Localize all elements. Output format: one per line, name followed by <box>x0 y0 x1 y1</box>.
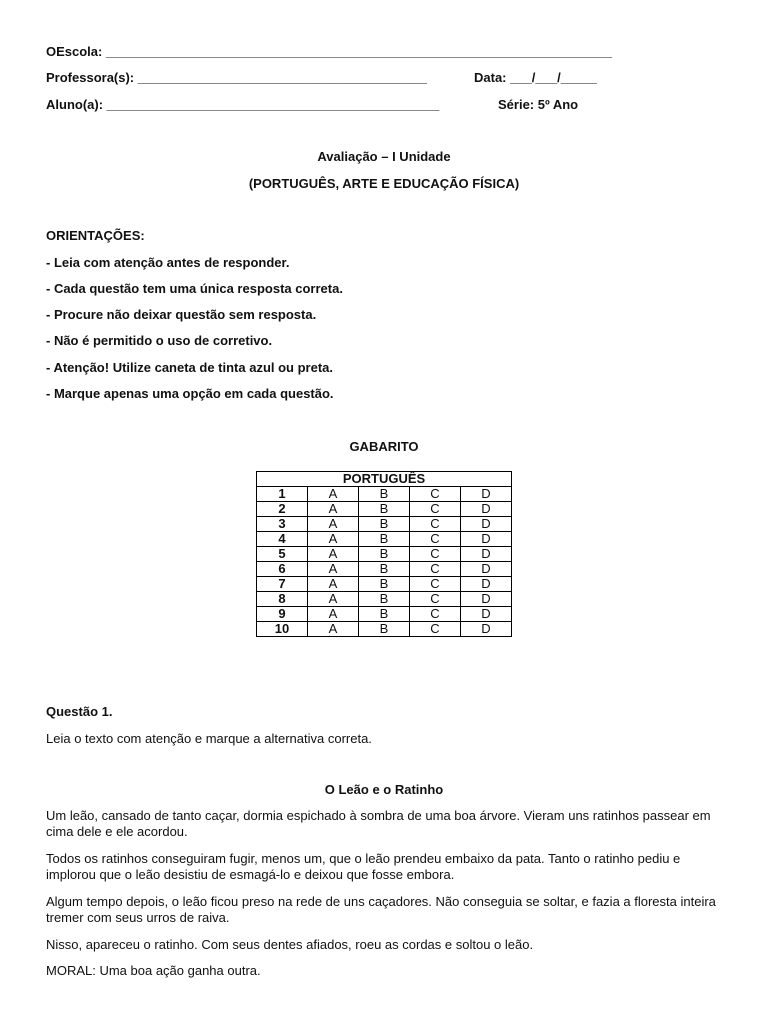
answer-option-d[interactable]: D <box>461 502 512 517</box>
story-title: O Leão e o Ratinho <box>324 782 444 797</box>
orientacao-item: - Leia com atenção antes de responder. <box>46 255 290 270</box>
story-paragraph: Nisso, apareceu o ratinho. Com seus dentes afiados, roeu as cordas e soltou o leão. <box>46 937 534 952</box>
orientacao-item: - Procure não deixar questão sem resposta. <box>46 307 317 322</box>
gabarito-row <box>257 547 512 562</box>
answer-option-b[interactable]: B <box>359 487 410 502</box>
aluno-field: Aluno(a): ______________________________________________ <box>46 97 440 112</box>
answer-option-a[interactable]: A <box>308 532 359 547</box>
story-moral: MORAL: Uma boa ação ganha outra. <box>46 963 261 978</box>
question-number: 4 <box>257 532 308 547</box>
orientacao-item: - Não é permitido o uso de corretivo. <box>46 333 273 348</box>
question-number: 5 <box>257 547 308 562</box>
questao-instruction: Leia o texto com atenção e marque a alternativa correta. <box>46 731 372 746</box>
answer-option-b[interactable]: B <box>359 532 410 547</box>
gabarito-table <box>256 471 512 637</box>
question-number: 1 <box>257 487 308 502</box>
answer-option-d[interactable]: D <box>461 622 512 637</box>
questao-heading: Questão 1. <box>46 704 113 719</box>
question-number: 6 <box>257 562 308 577</box>
gabarito-table-title: PORTUGUÊS <box>257 472 512 487</box>
professora-field: Professora(s): ________________________________________ <box>46 70 427 85</box>
gabarito-row <box>257 532 512 547</box>
answer-option-c[interactable]: C <box>410 592 461 607</box>
question-number: 10 <box>257 622 308 637</box>
question-number: 2 <box>257 502 308 517</box>
orientacao-item: - Atenção! Utilize caneta de tinta azul ou preta. <box>46 360 334 375</box>
answer-option-a[interactable]: A <box>308 562 359 577</box>
answer-option-b[interactable]: B <box>359 547 410 562</box>
serie-label: Série: 5º Ano <box>498 97 579 112</box>
exam-title: Avaliação – I Unidade <box>317 149 451 164</box>
gabarito-heading: GABARITO <box>349 439 419 454</box>
question-number: 7 <box>257 577 308 592</box>
answer-option-c[interactable]: C <box>410 502 461 517</box>
question-number: 8 <box>257 592 308 607</box>
answer-option-d[interactable]: D <box>461 607 512 622</box>
answer-option-b[interactable]: B <box>359 562 410 577</box>
answer-option-d[interactable]: D <box>461 487 512 502</box>
answer-option-a[interactable]: A <box>308 577 359 592</box>
answer-option-d[interactable]: D <box>461 532 512 547</box>
orientacao-item: - Cada questão tem uma única resposta correta. <box>46 281 343 296</box>
answer-option-c[interactable]: C <box>410 487 461 502</box>
answer-option-c[interactable]: C <box>410 562 461 577</box>
gabarito-row <box>257 562 512 577</box>
gabarito-row <box>257 622 512 637</box>
gabarito-row <box>257 592 512 607</box>
story-paragraph: Todos os ratinhos conseguiram fugir, menos um, que o leão prendeu embaixo da pata. Tanto o ratinho pediu e implorou que o leão desistiu de esmagá-lo e deixou que fosse embora. <box>46 851 681 882</box>
answer-option-a[interactable]: A <box>308 517 359 532</box>
answer-option-a[interactable]: A <box>308 487 359 502</box>
question-number: 3 <box>257 517 308 532</box>
data-field: Data: ___/___/_____ <box>474 70 597 85</box>
gabarito-row <box>257 607 512 622</box>
answer-option-d[interactable]: D <box>461 547 512 562</box>
answer-option-d[interactable]: D <box>461 517 512 532</box>
answer-option-b[interactable]: B <box>359 577 410 592</box>
answer-option-b[interactable]: B <box>359 502 410 517</box>
answer-option-c[interactable]: C <box>410 517 461 532</box>
answer-option-c[interactable]: C <box>410 532 461 547</box>
answer-option-a[interactable]: A <box>308 547 359 562</box>
exam-subjects: (PORTUGUÊS, ARTE E EDUCAÇÃO FÍSICA) <box>248 176 520 191</box>
answer-option-b[interactable]: B <box>359 622 410 637</box>
answer-option-a[interactable]: A <box>308 622 359 637</box>
answer-option-a[interactable]: A <box>308 592 359 607</box>
escola-field: OEscola: ______________________________________________________________________ <box>46 44 613 59</box>
story-paragraph: Algum tempo depois, o leão ficou preso na rede de uns caçadores. Não conseguia se soltar, e fazia a floresta inteira tremer com seus urros de raiva. <box>46 894 716 925</box>
answer-option-c[interactable]: C <box>410 607 461 622</box>
orientacoes-heading: ORIENTAÇÕES: <box>46 228 145 243</box>
answer-option-c[interactable]: C <box>410 622 461 637</box>
answer-option-d[interactable]: D <box>461 562 512 577</box>
answer-option-d[interactable]: D <box>461 577 512 592</box>
answer-option-a[interactable]: A <box>308 607 359 622</box>
answer-option-b[interactable]: B <box>359 607 410 622</box>
gabarito-row <box>257 487 512 502</box>
answer-option-d[interactable]: D <box>461 592 512 607</box>
gabarito-row <box>257 577 512 592</box>
answer-option-b[interactable]: B <box>359 517 410 532</box>
question-number: 9 <box>257 607 308 622</box>
answer-option-b[interactable]: B <box>359 592 410 607</box>
gabarito-row <box>257 517 512 532</box>
answer-option-c[interactable]: C <box>410 577 461 592</box>
gabarito-row <box>257 502 512 517</box>
story-paragraph: Um leão, cansado de tanto caçar, dormia espichado à sombra de uma boa árvore. Vieram uns ratinhos passear em cima dele e ele acordou. <box>46 808 711 839</box>
answer-option-c[interactable]: C <box>410 547 461 562</box>
answer-option-a[interactable]: A <box>308 502 359 517</box>
orientacao-item: - Marque apenas uma opção em cada questão. <box>46 386 334 401</box>
